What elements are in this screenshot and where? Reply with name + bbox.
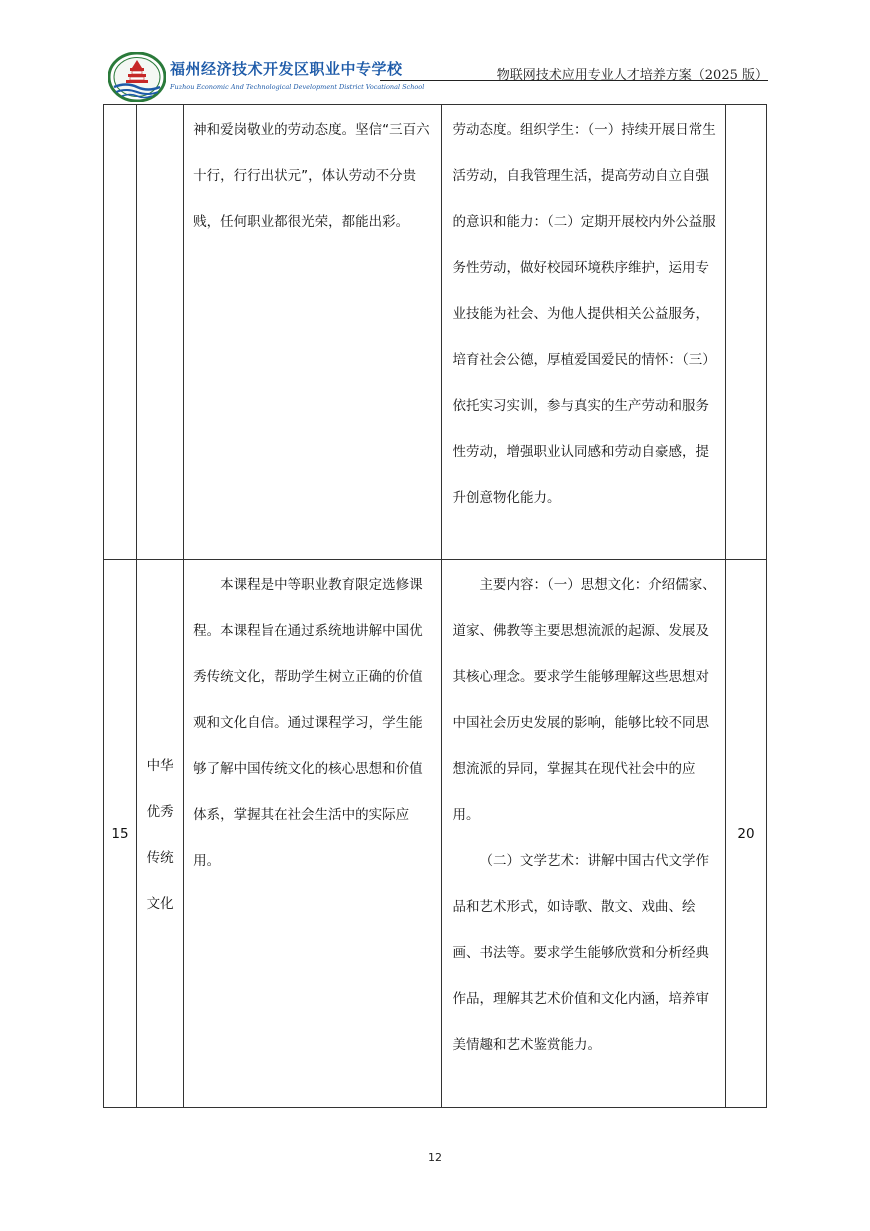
- row-number-cell: [104, 105, 137, 560]
- school-name: 福州经济技术开发区职业中专学校: [170, 60, 403, 78]
- course-aim-cell: [184, 560, 442, 1108]
- header-divider: [380, 80, 768, 81]
- program-title: 物联网技术应用专业人才培养方案（2025 版）: [496, 68, 768, 83]
- page-header: [0, 0, 870, 100]
- course-hours-cell: [725, 560, 766, 1108]
- table-row: [104, 105, 767, 560]
- school-logo-icon: [108, 52, 166, 102]
- course-content-paragraph: 主要内容：（一）思想文化：介绍儒家、道家、佛教等主要思想流派的起源、发展及其核心理念。要求学生能够理解这些思想对中国社会历史发展的影响，能够比较不同思想流派的异同，掌握其在现代社会中的应用。: [452, 577, 716, 823]
- course-table: [103, 104, 767, 1108]
- course-content-paragraph: （二）文学艺术：讲解中国古代文学作品和艺术形式，如诗歌、散文、戏曲、绘画、书法等。要求学生能够欣赏和分析经典作品，理解其艺术价值和文化内涵，培养审美情趣和艺术鉴赏能力。: [452, 853, 709, 1053]
- course-aim-text: 神和爱岗敬业的劳动态度。坚信“三百六十行，行行出状元”，体认劳动不分贵贱，任何职业都很光荣，都能出彩。: [193, 122, 430, 230]
- row-number: 15: [111, 825, 129, 842]
- course-aim-cell: [184, 105, 442, 560]
- page-number: 12: [428, 1151, 442, 1164]
- course-hours-cell: [725, 105, 766, 560]
- course-name-cell: [137, 105, 184, 560]
- course-name: 中华优秀传统文化: [146, 757, 174, 912]
- course-content-cell: [442, 105, 725, 560]
- course-name-cell: [137, 560, 184, 1108]
- course-content-cell: [442, 560, 725, 1108]
- course-content-text: 劳动态度。组织学生：（一）持续开展日常生活劳动，自我管理生活，提高劳动自立自强的意识和能力：（二）定期开展校内外公益服务性劳动，做好校园环境秩序维护，运用专业技能为社会、为他人提供相关公益服务，培育社会公德，厚植爱国爱民的情怀：（三）依托实习实训，参与真实的生产劳动和服务性劳动，增强职业认同感和劳动自豪感，提升创意物化能力。: [452, 122, 716, 506]
- school-name-english: Fuzhou Economic And Technological Development District Vocational School: [170, 83, 425, 91]
- table-row: [104, 560, 767, 1108]
- row-number-cell: [104, 560, 137, 1108]
- course-hours: 20: [737, 825, 755, 842]
- course-aim-text: 本课程是中等职业教育限定选修课程。本课程旨在通过系统地讲解中国优秀传统文化，帮助学生树立正确的价值观和文化自信。通过课程学习，学生能够了解中国传统文化的核心思想和价值体系，掌握其在社会生活中的实际应用。: [193, 577, 423, 869]
